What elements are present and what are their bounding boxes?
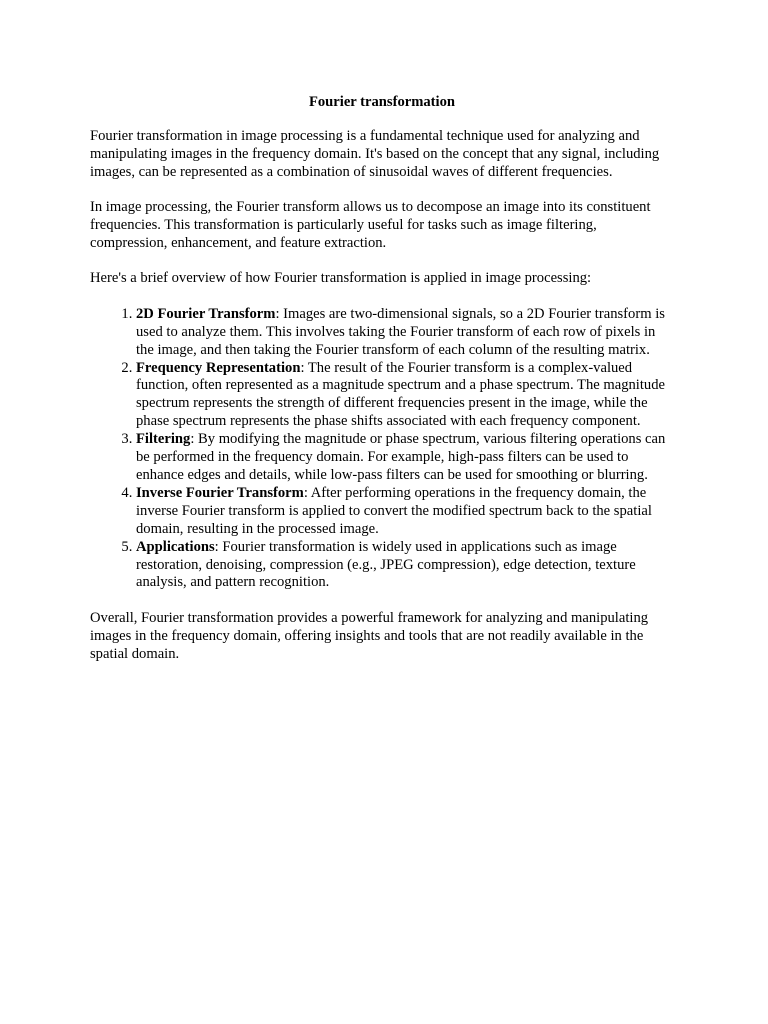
list-item-term: Frequency Representation [136,359,301,376]
list-item [136,360,674,432]
list-item [136,431,674,485]
list-item-text: : Images are two-dimensional signals, so a 2D Fourier transform is used to analyze them. This involves taking the Fourier transform of each row of pixels in the image, and then taking the Fourier transform of each column of the resulting matrix. [136,305,665,358]
steps-list [90,306,674,593]
document-title: Fourier transformation [308,94,456,110]
list-item [136,539,674,593]
overview-paragraph: Here's a brief overview of how Fourier transformation is applied in image processing: [90,270,592,287]
intro-paragraph: Fourier transformation in image processing is a fundamental technique used for analyzing and manipulating images in the frequency domain. It's based on the concept that any signal, including images, can be represented as a combination of sinusoidal waves of different frequencies. [90,128,660,180]
list-item-text: : After performing operations in the frequency domain, the inverse Fourier transform is applied to convert the modified spectrum back to the spatial domain, resulting in the processed image. [136,484,652,537]
list-item-term: Applications [136,538,215,555]
decompose-paragraph: In image processing, the Fourier transform allows us to decompose an image into its constituent frequencies. This transformation is particularly useful for tasks such as image filtering, compression, enhancement, and feature extraction. [90,199,651,252]
list-item-term: Inverse Fourier Transform [136,484,304,501]
list-item [136,485,674,539]
list-item [136,306,674,360]
conclusion-paragraph: Overall, Fourier transformation provides a powerful framework for analyzing and manipulating images in the frequency domain, offering insights and tools that are not readily available in the spatial domain. [90,609,649,662]
document-body [90,93,674,681]
list-item-term: Filtering [136,431,191,448]
list-item-text: : The result of the Fourier transform is a complex-valued function, often represented as a magnitude spectrum and a phase spectrum. The magnitude spectrum represents the strength of different frequencies present in the image, while the phase spectrum represents the phase shifts associated with each frequency component. [136,359,665,430]
list-item-text: : By modifying the magnitude or phase spectrum, various filtering operations can be performed in the frequency domain. For example, high-pass filters can be used to enhance edges and details, while low-pass filters can be used for smoothing or blurring. [136,431,666,483]
list-item-term: 2D Fourier Transform [136,305,276,322]
list-item-text: : Fourier transformation is widely used in applications such as image restoration, denoising, compression (e.g., JPEG compression), edge detection, texture analysis, and pattern recognition. [136,538,636,591]
